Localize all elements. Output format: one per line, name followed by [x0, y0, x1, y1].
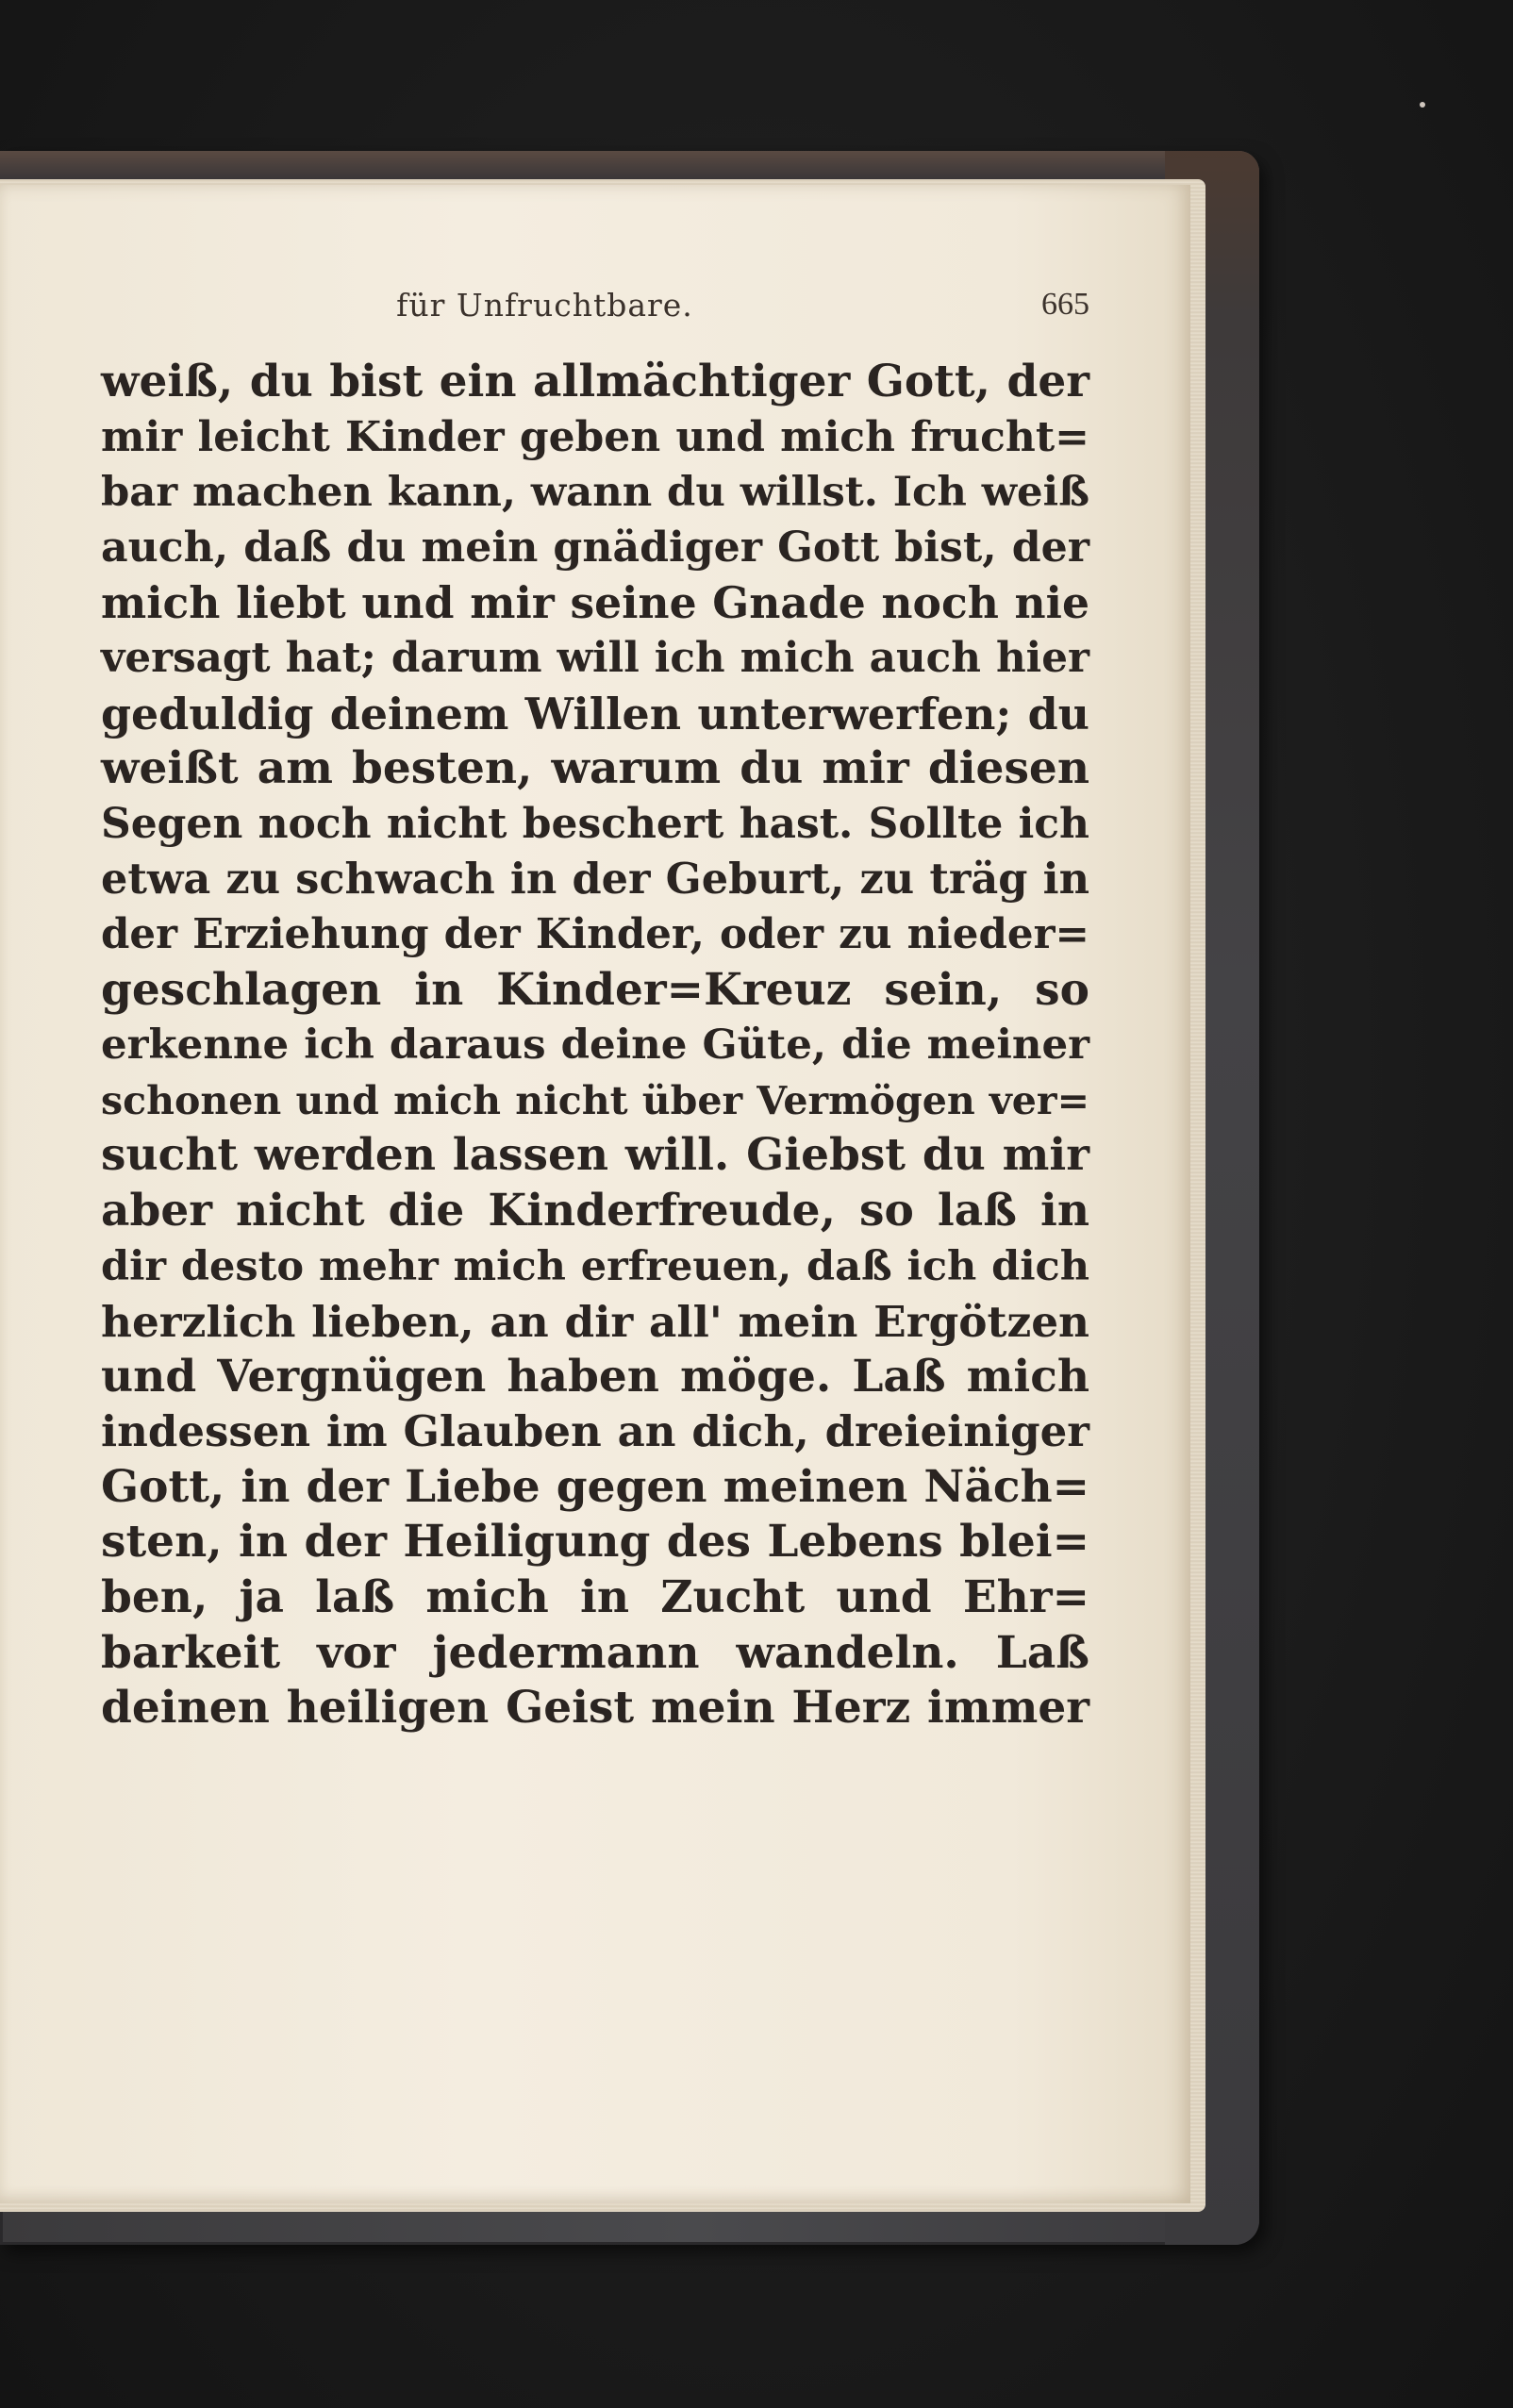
text-line: weiß, du bist ein allmächtiger Gott, der [101, 356, 1089, 407]
text-line: geduldig deinem Willen unterwerfen; du [101, 688, 1089, 739]
text-line: barkeit vor jedermann wandeln. Laß [101, 1626, 1089, 1679]
text-line: sucht werden lassen will. Giebst du mir [101, 1129, 1089, 1182]
text-line: der Erziehung der Kinder, oder zu nieder= [101, 909, 1089, 958]
text-line: sten, in der Heiligung des Lebens blei= [101, 1516, 1089, 1569]
text-line: ben, ja laß mich in Zucht und Ehr= [101, 1571, 1089, 1624]
text-line: erkenne ich daraus deine Güte, die meiner [101, 1021, 1089, 1070]
text-line: auch, daß du mein gnädiger Gott bist, der [101, 523, 1089, 572]
text-line: versagt hat; darum will ich mich auch hier [101, 633, 1089, 682]
page-number: 665 [1041, 287, 1089, 322]
text-line: mich liebt und mir seine Gnade noch nie [101, 577, 1089, 629]
body-text [101, 355, 1089, 1736]
text-line: und Vergnügen haben möge. Laß mich [101, 1350, 1089, 1403]
text-line: bar machen kann, wann du willst. Ich weiß [101, 468, 1089, 517]
text-line: indessen im Glauben an dich, dreieiniger [101, 1406, 1089, 1457]
running-head-title: für Unfruchtbare. [396, 287, 693, 324]
text-line: Gott, in der Liebe gegen meinen Näch= [101, 1460, 1089, 1513]
running-head [0, 287, 1089, 328]
text-line: herzlich lieben, an dir all' mein Ergötzen [101, 1296, 1089, 1348]
text-line: schonen und mich nicht über Vermögen ver= [101, 1076, 1089, 1123]
text-line: mir leicht Kinder geben und mich frucht= [101, 412, 1089, 461]
text-line: weißt am besten, warum du mir diesen [101, 742, 1089, 795]
text-line: aber nicht die Kinderfreude, so laß in [101, 1184, 1089, 1237]
book-page [0, 185, 1190, 2203]
text-line: etwa zu schwach in der Geburt, zu träg in [101, 854, 1089, 905]
text-line: Segen noch nicht beschert hast. Sollte ich [101, 799, 1089, 848]
text-line: dir desto mehr mich erfreuen, daß ich dich [101, 1242, 1089, 1290]
dust-speck [1420, 102, 1425, 108]
text-line: geschlagen in Kinder=Kreuz sein, so [101, 963, 1089, 1016]
text-line: deinen heiligen Geist mein Herz immer [101, 1682, 1089, 1735]
cover-top-edge [0, 151, 1259, 179]
